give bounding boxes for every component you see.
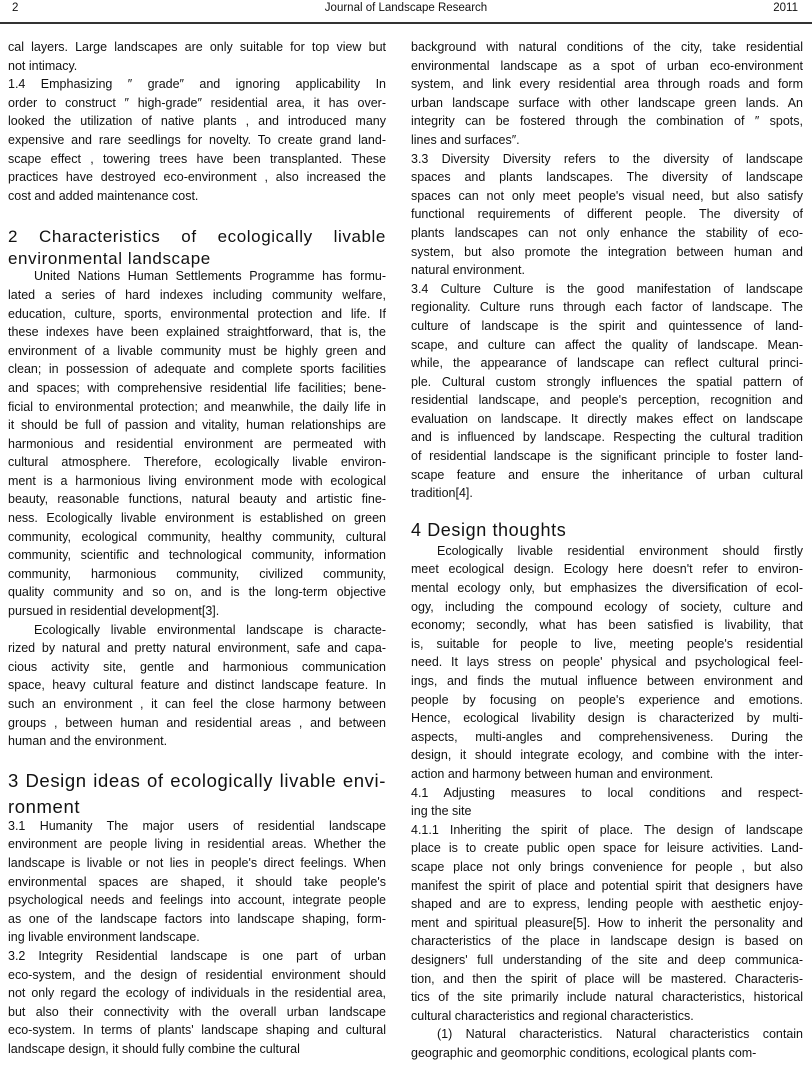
text-line: culture of landscape is the spirit and quintessence of land- — [411, 318, 803, 333]
text-line: shaped and are to express, lending people with aesthetic enjoy- — [411, 897, 803, 912]
paragraph — [411, 1025, 803, 1062]
text-line: Ecologically livable environmental landscape is characte- — [34, 622, 386, 637]
text-line: meet ecological design. Ecology here doesn't refer to environ- — [411, 562, 803, 577]
text-line: action and harmony between human and environment. — [411, 766, 714, 781]
page-number: 2 — [12, 2, 19, 14]
section-heading — [8, 226, 386, 269]
text-line: community, harmonious community, civilized community, — [8, 566, 386, 581]
section-heading — [8, 768, 386, 820]
right-column — [411, 38, 803, 1062]
text-line: Hence, ecological livability design is characterized by multi- — [411, 711, 803, 726]
text-line: ple. Cultural custom strongly influences the spatial pattern of — [411, 374, 803, 389]
text-line: place is to create public open space for leisure activities. Land- — [411, 841, 803, 856]
text-line: ment is a harmonious living environment mode with ecological — [8, 473, 386, 488]
text-line: geographic and geomorphic conditions, ecological plants com- — [411, 1045, 757, 1060]
text-line: cious activity site, gentle and harmonious communication — [8, 659, 386, 674]
text-line: 4.1 Adjusting measures to local conditions and respect- — [411, 785, 803, 800]
text-line: ing livable environment landscape. — [8, 930, 200, 945]
text-line: system, and link every residential area through roads and form — [411, 77, 803, 92]
paragraph — [411, 38, 803, 150]
paragraph — [411, 542, 803, 784]
text-line: 3.3 Diversity Diversity refers to the diversity of landscape — [411, 151, 803, 166]
text-line: quality community and so on, and is the long-term objective — [8, 585, 386, 600]
paragraph — [411, 784, 803, 821]
text-line: ficial to environmental protection; and meanwhile, the daily life in — [8, 399, 386, 414]
text-line: and is influenced by landscape. Respecting the cultural tradition — [411, 430, 803, 445]
text-line: rized by natural and pretty natural environment, safe and capa- — [8, 641, 386, 656]
text-line: clean; in possession of adequate and complete sports facilities — [8, 362, 386, 377]
text-line: natural environment. — [411, 263, 525, 278]
text-line: beauty, reasonable functions, natural beauty and artistic fine- — [8, 492, 386, 507]
text-line: ings, and finds the mutual influence between environment and — [411, 674, 803, 688]
text-line: community, ecological community, healthy community, cultural — [8, 529, 386, 544]
paragraph — [8, 38, 386, 75]
text-line: cultural characteristics and regional characteristics. — [411, 1008, 694, 1023]
text-line: pursued in residential development[3]. — [8, 604, 220, 619]
text-line: characteristics of the place in landscape design is based on — [411, 934, 803, 949]
text-line: economy; secondly, what has been satisfied is livability, that — [411, 618, 803, 633]
text-line: tics of the site primarily include natural characteristics, historical — [411, 990, 803, 1005]
text-line: system, but also promote the integration between human and — [411, 244, 803, 259]
text-line: landscape design, it should fully combine the cultural — [8, 1041, 300, 1056]
text-line: landscape is livable or not lies in people's direct feelings. When — [8, 855, 386, 870]
text-line: spaces and plants landscapes. The diversity of landscape — [411, 170, 803, 185]
left-column — [8, 38, 386, 1059]
text-line: ness. Ecologically livable environment is established on green — [8, 511, 386, 526]
paragraph — [8, 621, 386, 751]
text-line: cal layers. Large landscapes are only suitable for top view but — [8, 40, 386, 54]
text-line: eco-system, and the design of residential environment should — [8, 967, 386, 982]
text-line: Ecologically livable residential environment should firstly — [437, 543, 803, 558]
text-line: functional requirements of different people. The diversity of — [411, 207, 803, 222]
section-heading — [411, 518, 803, 542]
paragraph — [8, 75, 386, 205]
text-line: evaluation on landscape. It directly makes effect on landscape — [411, 411, 803, 426]
text-line: designers' full understanding of the site and deep communica- — [411, 952, 803, 967]
text-line: spaces can not only meet people's visual need, but also satisfy — [411, 188, 803, 203]
text-line: ogy, including the compound ecology of society, culture and — [411, 599, 803, 614]
text-line: environment of a livable community must be highly green and — [8, 343, 386, 358]
text-line: cultural atmosphere. Therefore, ecologically livable environ- — [8, 455, 386, 470]
text-line: United Nations Human Settlements Programme has formu- — [34, 269, 386, 284]
text-line: lines and surfaces″. — [411, 132, 520, 147]
text-line: but also their connectivity with the overall urban landscape — [8, 1004, 386, 1019]
text-line: design, it should integrate ecology, and combine with the inter- — [411, 748, 803, 763]
text-line: these indexes have been explained straightforward, that is, the — [8, 325, 386, 340]
text-line: tion, and then the spirit of place will be mastered. Characteris- — [411, 971, 803, 986]
text-line: 3.1 Humanity The major users of residential landscape — [8, 818, 386, 833]
text-line: ment and spiritual pleasure[5]. How to inherit the personality and — [411, 915, 803, 930]
text-line: order to construct ″ high-grade″ residential area, it has over- — [8, 95, 386, 110]
text-line: human and the environment. — [8, 734, 168, 749]
text-line: 3.4 Culture Culture is the good manifestation of landscape — [411, 281, 803, 296]
text-line: education, culture, sports, environmental protection and life. If — [8, 306, 386, 321]
paragraph — [8, 817, 386, 947]
text-line: integrity can be fostered through the combination of ″ spots, — [411, 114, 803, 129]
text-line: need. It lays stress on people' physical and psychological feel- — [411, 655, 803, 670]
text-line: 4 Design thoughts — [411, 519, 567, 540]
text-line: (1) Natural characteristics. Natural characteristics contain — [437, 1027, 803, 1042]
text-line: and spaces; with comprehensive residential life facilities; bene- — [8, 380, 386, 395]
publication-year: 2011 — [773, 2, 798, 14]
text-line: residential landscape, and people's perception, recognition and — [411, 393, 803, 408]
text-line: environment are people living in residential areas. Whether the — [8, 837, 386, 852]
text-line: eco-system. In terms of plants' landscape shaping and cultural — [8, 1023, 386, 1038]
text-line: expensive and rare seedlings for novelty. To create grand land- — [8, 132, 386, 147]
paragraph — [8, 947, 386, 1059]
text-line: environmental landscape — [8, 248, 211, 268]
text-line: of residential landscape is the significant principle to foster land- — [411, 449, 803, 464]
text-line: 3.2 Integrity Residential landscape is one part of urban — [8, 948, 386, 963]
text-line: background with natural conditions of the city, take residential — [411, 40, 803, 54]
text-line: ing the site — [411, 804, 472, 819]
text-line: 1.4 Emphasizing ″ grade″ and ignoring applicability In — [8, 77, 386, 92]
text-line: ronment — [8, 795, 81, 817]
running-header — [0, 0, 812, 24]
text-line: scape feature and ensure the inheritance of urban cultural — [411, 467, 803, 482]
text-line: looked the utilization of native plants , and introduced many — [8, 114, 386, 129]
text-line: aspects, multi-angles and comprehensiveness. During the — [411, 729, 803, 744]
paragraph — [411, 150, 803, 280]
paragraph — [411, 821, 803, 1026]
text-line: 2 Characteristics of ecologically livable — [8, 227, 386, 247]
text-line: practices have destroyed eco-environment , also increased the — [8, 170, 386, 185]
text-line: environmental spaces are shaped, it should take people's — [8, 874, 386, 889]
text-line: is, suitable for people to live, meeting people's residential — [411, 636, 803, 651]
text-line: such an environment , it can feel the close harmony between — [8, 697, 386, 711]
text-line: environmental landscape as a spot of urban eco-environment — [411, 58, 803, 73]
text-line: scape effect , towering trees have been transplanted. These — [8, 151, 386, 166]
text-line: cost and added maintenance cost. — [8, 188, 199, 203]
text-line: while, the appearance of landscape can reflect cultural princi- — [411, 356, 803, 371]
journal-title: Journal of Landscape Research — [324, 2, 488, 14]
text-line: regionality. Culture runs through each factor of landscape. The — [411, 300, 803, 315]
text-line: scape place not only brings convenience for people , but also — [411, 859, 803, 874]
text-line: harmonious and residential environment are permeated with — [8, 436, 386, 451]
text-line: as one of the landscape factors into landscape shaping, form- — [8, 911, 386, 926]
text-line: not only regard the ecology of individuals in the residential area, — [8, 986, 386, 1001]
text-line: groups , between human and residential areas , and between — [8, 715, 386, 730]
paragraph — [8, 267, 386, 620]
text-line: 3 Design ideas of ecologically livable envi- — [8, 769, 386, 791]
text-line: manifest the spirit of place and potential spirit that designers have — [411, 878, 803, 893]
text-line: space, heavy cultural feature and distinct landscape feature. In — [8, 678, 386, 693]
text-line: community, scientific and technological community, information — [8, 548, 386, 563]
text-line: mental ecology only, but emphasizes the diversification of ecol- — [411, 581, 803, 596]
text-line: lated a series of hard indexes including community welfare, — [8, 287, 386, 302]
text-line: scape, and culture can affect the quality of landscape. Mean- — [411, 337, 803, 352]
text-line: people by focusing on people's experience and emotions. — [411, 692, 803, 707]
text-line: plants landscapes can not only enhance the stability of eco- — [411, 225, 803, 240]
text-line: it should be full of passion and vitality, human relationships are — [8, 418, 386, 433]
text-line: urban landscape surface with other landscape green lands. An — [411, 95, 803, 110]
text-line: tradition[4]. — [411, 486, 473, 501]
text-line: psychological needs and feelings into account, integrate people — [8, 893, 386, 908]
text-line: not intimacy. — [8, 58, 78, 73]
text-line: 4.1.1 Inheriting the spirit of place. The design of landscape — [411, 822, 803, 837]
paragraph — [411, 280, 803, 503]
